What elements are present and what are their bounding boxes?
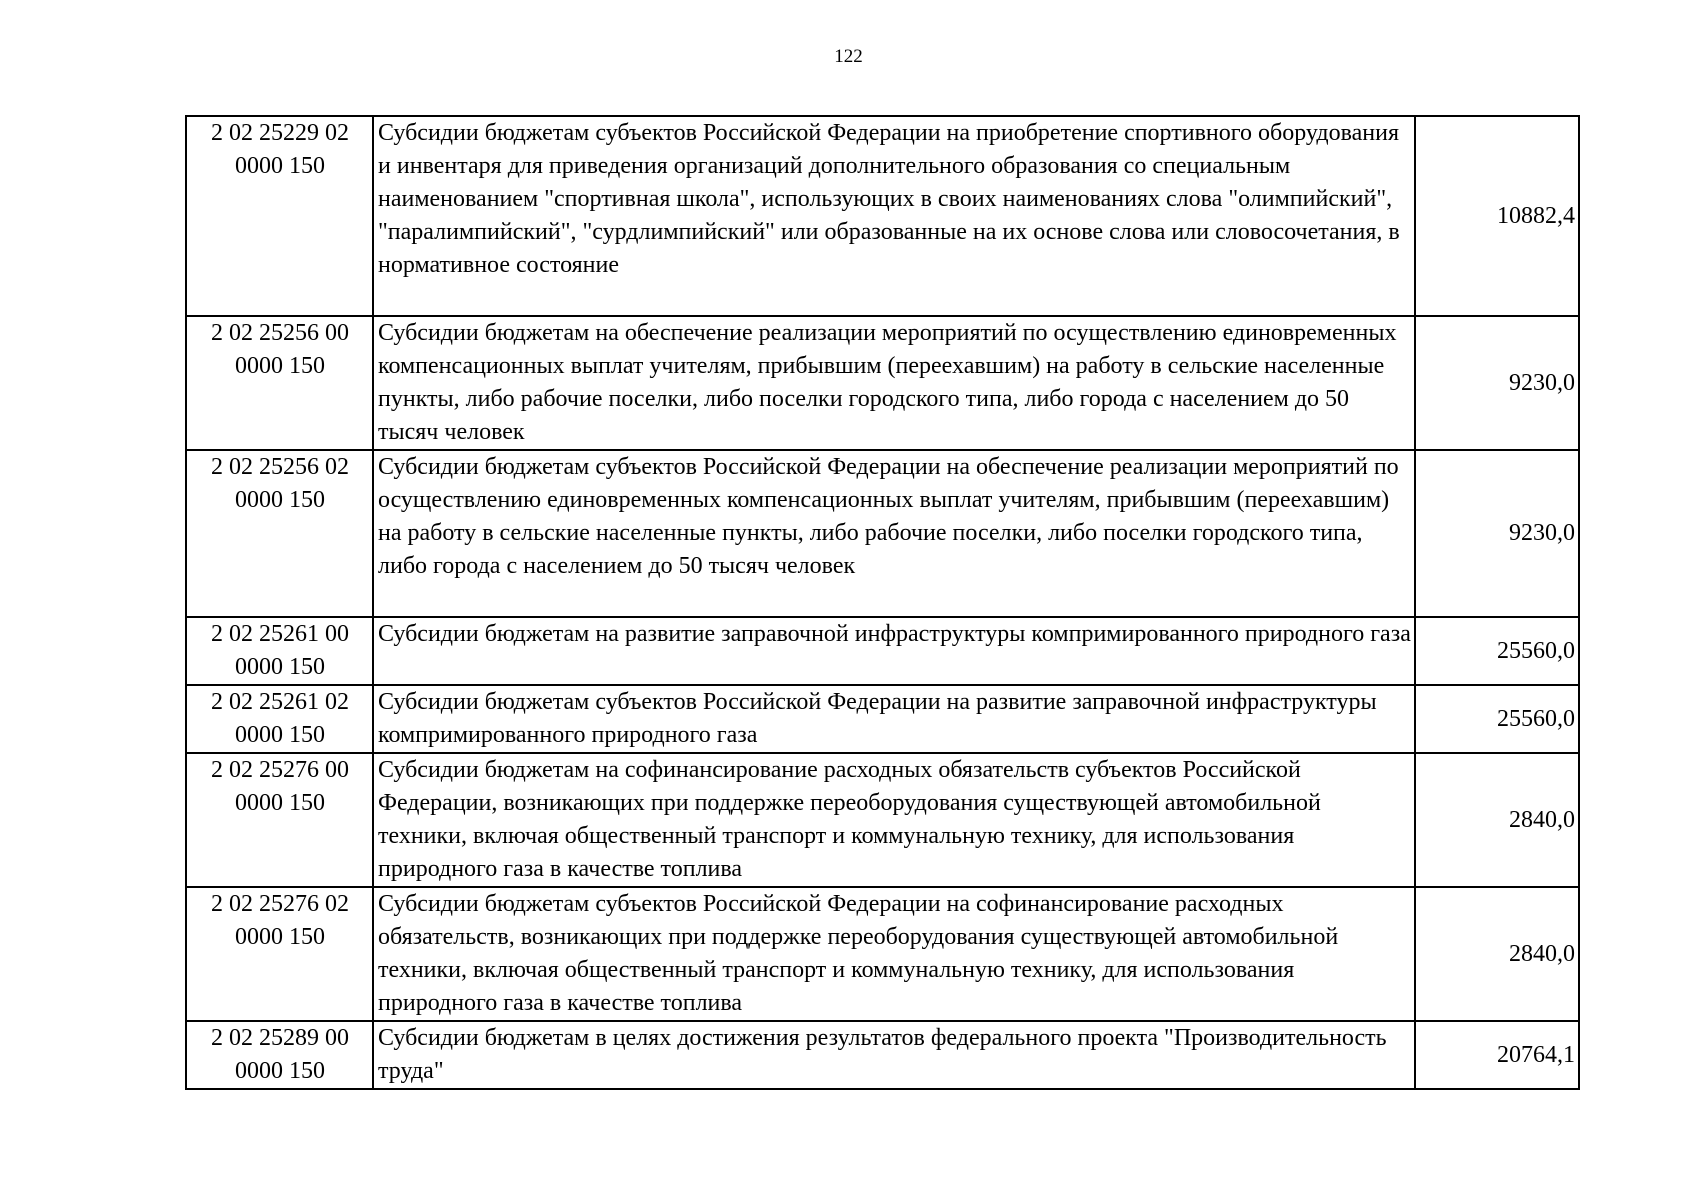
row-code: 2 02 25276 02 0000 150 (186, 887, 373, 1021)
row-code: 2 02 25261 00 0000 150 (186, 617, 373, 685)
row-description: Субсидии бюджетам в целях достижения результатов федерального проекта "Производительность труда" (373, 1021, 1415, 1089)
row-code: 2 02 25256 00 0000 150 (186, 316, 373, 450)
row-amount: 2840,0 (1415, 753, 1579, 887)
table-row (186, 450, 1579, 617)
row-amount: 2840,0 (1415, 887, 1579, 1021)
table-row (186, 1021, 1579, 1089)
table-row (186, 316, 1579, 450)
row-description: Субсидии бюджетам на софинансирование расходных обязательств субъектов Российской Федерации, возникающих при поддержке переоборудования существующей автомобильной техники, включая общественный транспорт и коммунальную технику, для использования природного газа в качестве топлива (373, 753, 1415, 887)
row-code: 2 02 25276 00 0000 150 (186, 753, 373, 887)
row-description: Субсидии бюджетам субъектов Российской Федерации на приобретение спортивного оборудования и инвентаря для приведения организаций дополнительного образования со специальным наименованием "спортивная школа", использующих в своих наименованиях слова "олимпийский", "паралимпийский", "сурдлимпийский" или образованные на их основе слова или словосочетания, в нормативное состояние (373, 116, 1415, 316)
table-row (186, 753, 1579, 887)
row-amount: 25560,0 (1415, 617, 1579, 685)
row-amount: 25560,0 (1415, 685, 1579, 753)
row-amount: 9230,0 (1415, 450, 1579, 617)
row-code: 2 02 25289 00 0000 150 (186, 1021, 373, 1089)
row-code: 2 02 25261 02 0000 150 (186, 685, 373, 753)
table-row (186, 685, 1579, 753)
row-code: 2 02 25256 02 0000 150 (186, 450, 373, 617)
row-amount: 20764,1 (1415, 1021, 1579, 1089)
table-row (186, 887, 1579, 1021)
row-amount: 9230,0 (1415, 316, 1579, 450)
row-description: Субсидии бюджетам на обеспечение реализации мероприятий по осуществлению единовременных компенсационных выплат учителям, прибывшим (переехавшим) на работу в сельские населенные пункты, либо рабочие поселки, либо поселки городского типа, либо города с населением до 50 тысяч человек (373, 316, 1415, 450)
table-row (186, 617, 1579, 685)
row-code: 2 02 25229 02 0000 150 (186, 116, 373, 316)
table-row (186, 116, 1579, 316)
row-amount: 10882,4 (1415, 116, 1579, 316)
row-description: Субсидии бюджетам субъектов Российской Федерации на софинансирование расходных обязательств, возникающих при поддержке переоборудования существующей автомобильной техники, включая общественный транспорт и коммунальную технику, для использования природного газа в качестве топлива (373, 887, 1415, 1021)
row-description: Субсидии бюджетам субъектов Российской Федерации на обеспечение реализации мероприятий по осуществлению единовременных компенсационных выплат учителям, прибывшим (переехавшим) на работу в сельские населенные пункты, либо рабочие поселки, либо поселки городского типа, либо города с населением до 50 тысяч человек (373, 450, 1415, 617)
row-description: Субсидии бюджетам субъектов Российской Федерации на развитие заправочной инфраструктуры компримированного природного газа (373, 685, 1415, 753)
row-description: Субсидии бюджетам на развитие заправочной инфраструктуры компримированного природного газа (373, 617, 1415, 685)
page-number: 122 (834, 46, 863, 67)
budget-revenue-table (185, 115, 1580, 1090)
